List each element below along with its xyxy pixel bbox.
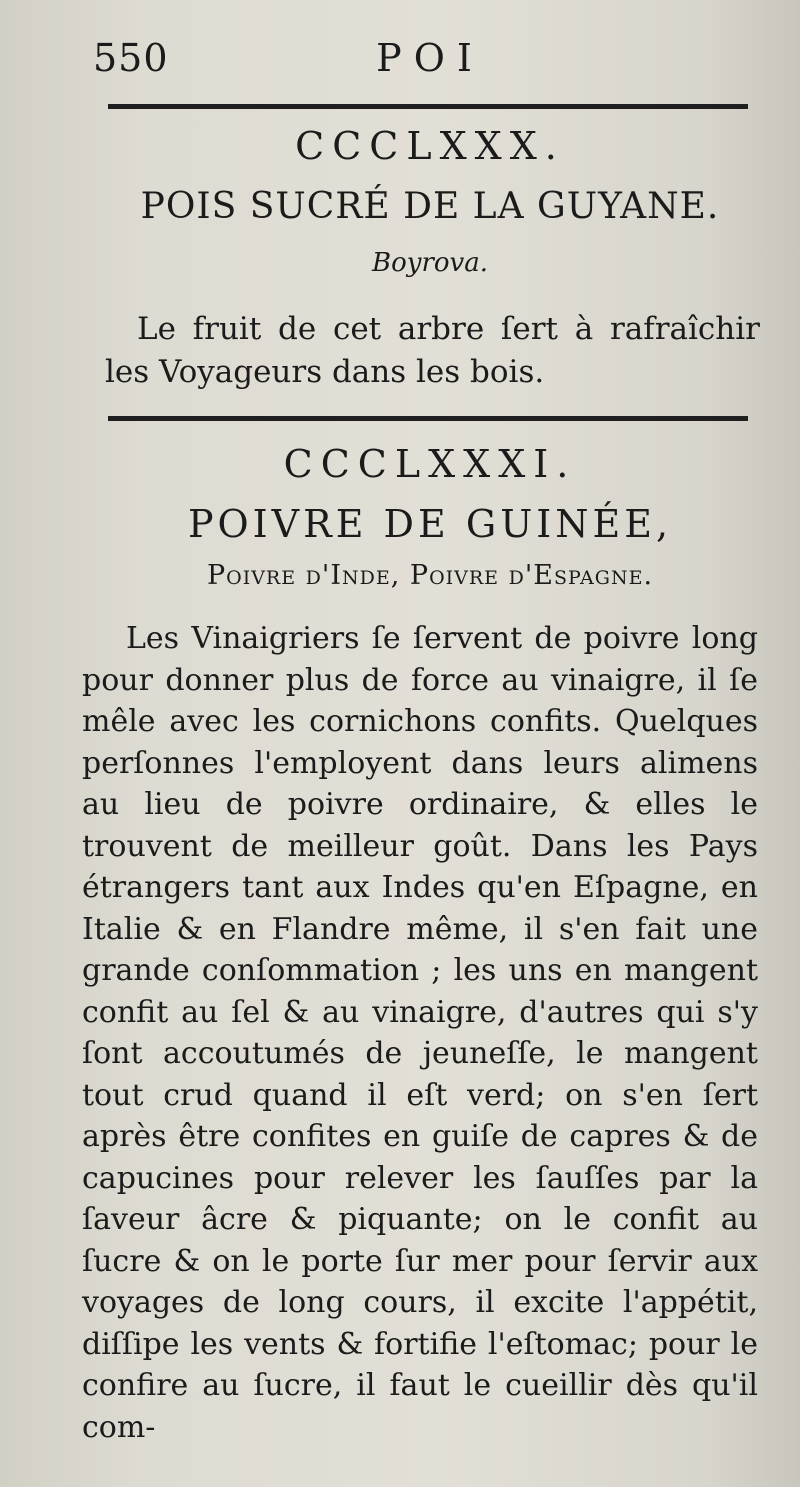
entry-number: CCCLXXXI. [283, 442, 577, 486]
divider-rule [108, 416, 748, 421]
entry-title: POIS SUCRÉ DE LA GUYANE. [140, 186, 720, 227]
entry-body: Le fruit de cet arbre ſert à rafraîchir les Voyageurs dans les bois. [105, 311, 760, 390]
page-number: 550 [93, 36, 169, 80]
entry-title: POIVRE DE GUINÉE, [187, 502, 673, 546]
entry-subtitle: Poivre d'Inde, Poivre d'Espagne. [206, 560, 654, 591]
entry-body: Les Vinaigriers ſe ſervent de poivre long pour donner plus de force au vinaigre, il ſe mêle avec les cornichons confits. Quelques perſonnes l'employent dans leurs alimens au lieu de poivre ordinaire, & elles le trouvent de meilleur goût. Dans les Pays étrangers tant aux Indes qu'en Eſpagne, en Italie & en Flandre même, il s'en fait une grande conſommation ; les uns en mangent confit au ſel & au vinaigre, d'autres qui s'y ſont accoutumés de jeuneſſe, le mangent tout crud quand il eſt verd; on s'en ſert après être confites en guiſe de capres & de capucines pour relever les ſauſſes par la ſaveur âcre & piquante; on le confit au ſucre & on le porte ſur mer pour ſervir aux voyages de long cours, il excite l'appétit, diſſipe les vents & fortifie l'eſtomac; pour le confire au ſucre, il faut le cueillir dès qu'il com- [82, 621, 758, 1445]
page-header [0, 36, 800, 96]
entry-subtitle: Boyrova. [372, 248, 488, 278]
running-head: POI [376, 36, 484, 80]
entry-number: CCCLXXX. [295, 124, 565, 168]
divider-rule [108, 104, 748, 109]
